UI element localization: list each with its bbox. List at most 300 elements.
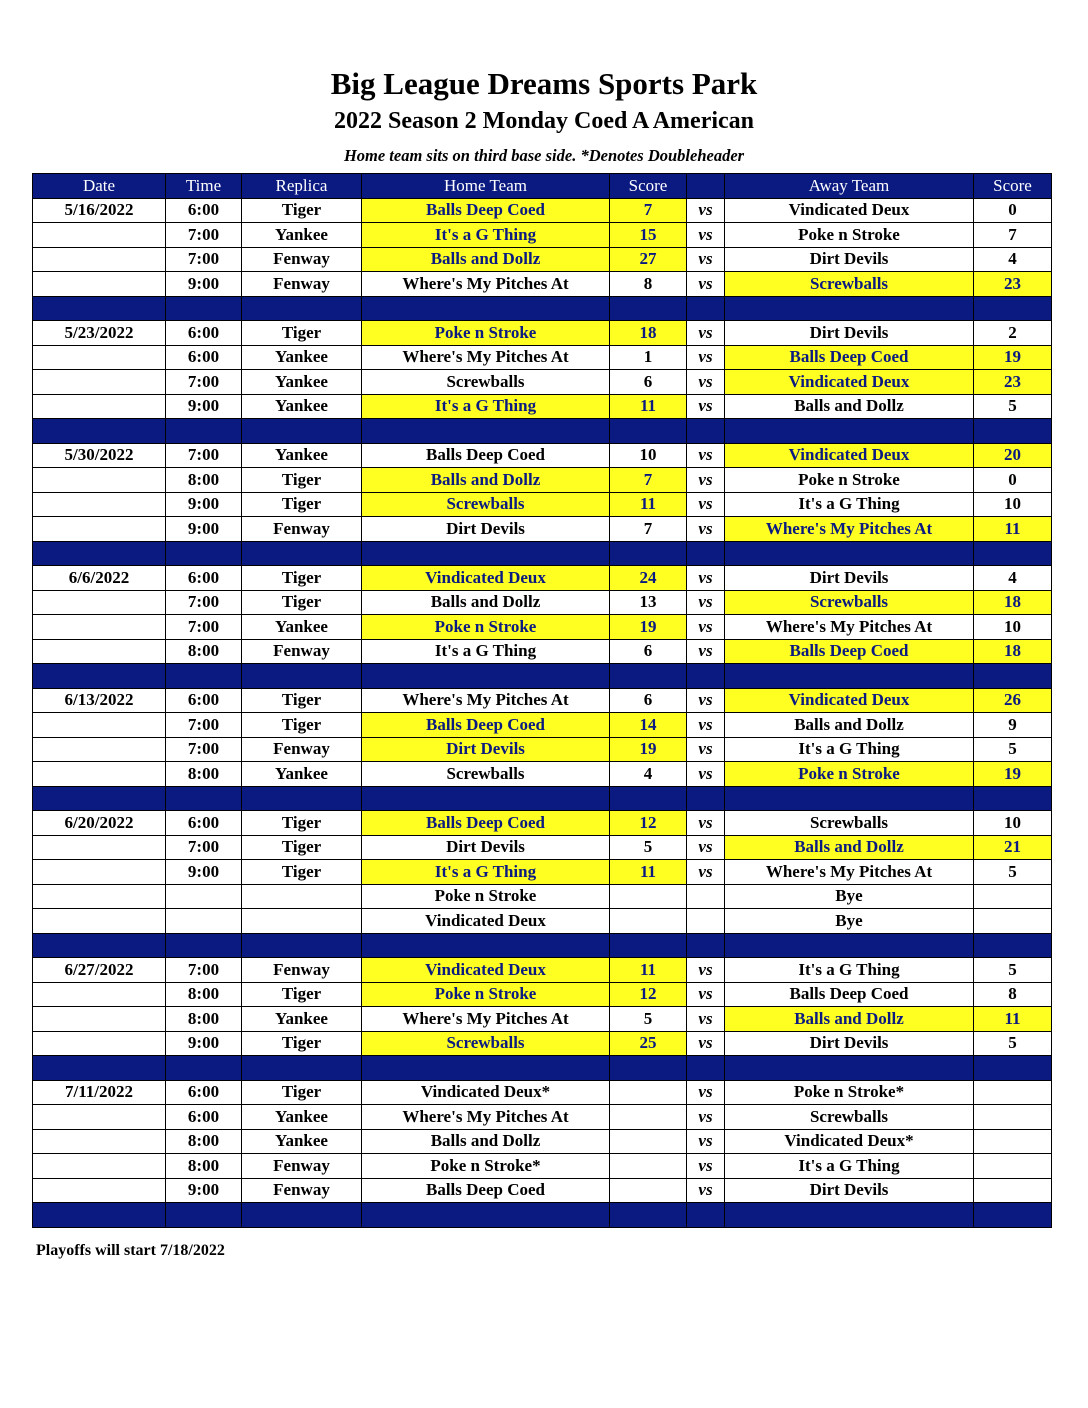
col-time: Time	[166, 174, 242, 199]
separator-cell	[166, 1056, 242, 1081]
date-cell	[33, 1154, 166, 1179]
away-score-cell: 23	[974, 272, 1052, 297]
home-score-cell: 13	[610, 590, 687, 615]
separator-cell	[610, 419, 687, 444]
separator-cell	[362, 933, 610, 958]
vs-cell: vs	[687, 370, 725, 395]
separator-cell	[725, 786, 974, 811]
home-score-cell: 6	[610, 639, 687, 664]
date-cell: 6/27/2022	[33, 958, 166, 983]
away-team-cell: Dirt Devils	[725, 321, 974, 346]
home-score-cell	[610, 1129, 687, 1154]
separator-cell	[687, 933, 725, 958]
separator-cell	[610, 786, 687, 811]
home-team-cell: Poke n Stroke	[362, 982, 610, 1007]
separator-cell	[362, 1203, 610, 1228]
away-team-cell: Where's My Pitches At	[725, 615, 974, 640]
table-row	[33, 1007, 1052, 1032]
home-team-cell: Balls Deep Coed	[362, 443, 610, 468]
time-cell: 9:00	[166, 1031, 242, 1056]
schedule-body	[33, 198, 1052, 1227]
separator-cell	[166, 786, 242, 811]
vs-cell	[687, 909, 725, 934]
separator-cell	[974, 933, 1052, 958]
date-cell	[33, 1007, 166, 1032]
table-row	[33, 909, 1052, 934]
home-team-cell: It's a G Thing	[362, 394, 610, 419]
separator-cell	[33, 1203, 166, 1228]
away-team-cell: Balls and Dollz	[725, 713, 974, 738]
time-cell: 8:00	[166, 639, 242, 664]
home-score-cell: 27	[610, 247, 687, 272]
time-cell: 8:00	[166, 468, 242, 493]
away-score-cell	[974, 1129, 1052, 1154]
home-score-cell: 7	[610, 468, 687, 493]
away-team-cell: Poke n Stroke*	[725, 1080, 974, 1105]
table-row	[33, 468, 1052, 493]
field-cell: Fenway	[242, 272, 362, 297]
vs-cell: vs	[687, 615, 725, 640]
home-team-cell: Where's My Pitches At	[362, 1105, 610, 1130]
table-row	[33, 223, 1052, 248]
away-score-cell	[974, 1178, 1052, 1203]
table-row	[33, 370, 1052, 395]
col-vs	[687, 174, 725, 199]
time-cell: 6:00	[166, 198, 242, 223]
home-score-cell: 11	[610, 394, 687, 419]
table-row	[33, 1031, 1052, 1056]
separator-cell	[974, 786, 1052, 811]
vs-cell: vs	[687, 345, 725, 370]
field-cell: Tiger	[242, 860, 362, 885]
separator-cell	[725, 296, 974, 321]
vs-cell: vs	[687, 1007, 725, 1032]
home-score-cell: 18	[610, 321, 687, 346]
schedule-note: Home team sits on third base side. *Denotes Doubleheader	[343, 146, 745, 165]
col-away-team: Away Team	[725, 174, 974, 199]
home-team-cell: It's a G Thing	[362, 639, 610, 664]
separator-cell	[974, 419, 1052, 444]
time-cell: 8:00	[166, 762, 242, 787]
away-score-cell: 9	[974, 713, 1052, 738]
date-cell	[33, 1105, 166, 1130]
separator-cell	[610, 296, 687, 321]
field-cell: Yankee	[242, 615, 362, 640]
week-separator-row	[33, 296, 1052, 321]
separator-cell	[242, 541, 362, 566]
home-score-cell	[610, 1154, 687, 1179]
separator-cell	[242, 664, 362, 689]
table-row	[33, 958, 1052, 983]
away-team-cell: Balls Deep Coed	[725, 345, 974, 370]
time-cell: 7:00	[166, 443, 242, 468]
field-cell: Fenway	[242, 1178, 362, 1203]
separator-cell	[242, 1203, 362, 1228]
time-cell: 6:00	[166, 1105, 242, 1130]
vs-cell: vs	[687, 1178, 725, 1203]
away-team-cell: Dirt Devils	[725, 566, 974, 591]
field-cell: Yankee	[242, 1007, 362, 1032]
away-team-cell: Vindicated Deux	[725, 443, 974, 468]
field-cell: Fenway	[242, 1154, 362, 1179]
week-separator-row	[33, 664, 1052, 689]
home-score-cell: 14	[610, 713, 687, 738]
table-row	[33, 1080, 1052, 1105]
away-team-cell: Screwballs	[725, 1105, 974, 1130]
time-cell: 6:00	[166, 566, 242, 591]
separator-cell	[610, 664, 687, 689]
table-row	[33, 272, 1052, 297]
home-team-cell: Dirt Devils	[362, 737, 610, 762]
date-cell	[33, 1129, 166, 1154]
date-cell	[33, 394, 166, 419]
away-score-cell: 23	[974, 370, 1052, 395]
time-cell: 7:00	[166, 958, 242, 983]
separator-cell	[242, 786, 362, 811]
home-team-cell: It's a G Thing	[362, 860, 610, 885]
table-row	[33, 982, 1052, 1007]
home-team-cell: It's a G Thing	[362, 223, 610, 248]
field-cell: Fenway	[242, 639, 362, 664]
separator-cell	[687, 541, 725, 566]
vs-cell: vs	[687, 468, 725, 493]
date-cell	[33, 1031, 166, 1056]
home-score-cell	[610, 909, 687, 934]
home-score-cell: 11	[610, 492, 687, 517]
field-cell: Tiger	[242, 688, 362, 713]
home-score-cell: 5	[610, 835, 687, 860]
date-cell	[33, 737, 166, 762]
separator-cell	[725, 664, 974, 689]
separator-cell	[610, 1203, 687, 1228]
away-score-cell	[974, 909, 1052, 934]
home-score-cell: 19	[610, 615, 687, 640]
time-cell: 6:00	[166, 688, 242, 713]
away-team-cell: Poke n Stroke	[725, 468, 974, 493]
table-row	[33, 884, 1052, 909]
field-cell: Tiger	[242, 492, 362, 517]
home-score-cell	[610, 884, 687, 909]
vs-cell: vs	[687, 762, 725, 787]
home-score-cell: 25	[610, 1031, 687, 1056]
time-cell: 6:00	[166, 811, 242, 836]
date-cell: 6/13/2022	[33, 688, 166, 713]
separator-cell	[33, 664, 166, 689]
date-cell: 5/23/2022	[33, 321, 166, 346]
table-row	[33, 615, 1052, 640]
home-team-cell: Poke n Stroke*	[362, 1154, 610, 1179]
separator-cell	[974, 664, 1052, 689]
table-row	[33, 860, 1052, 885]
vs-cell: vs	[687, 713, 725, 738]
separator-cell	[610, 1056, 687, 1081]
separator-cell	[687, 664, 725, 689]
vs-cell: vs	[687, 247, 725, 272]
separator-cell	[33, 419, 166, 444]
home-score-cell: 11	[610, 860, 687, 885]
home-score-cell: 8	[610, 272, 687, 297]
home-score-cell	[610, 1080, 687, 1105]
time-cell	[166, 909, 242, 934]
field-cell: Fenway	[242, 958, 362, 983]
away-team-cell: Screwballs	[725, 272, 974, 297]
time-cell: 7:00	[166, 713, 242, 738]
home-team-cell: Screwballs	[362, 1031, 610, 1056]
vs-cell: vs	[687, 860, 725, 885]
away-team-cell: Vindicated Deux	[725, 688, 974, 713]
away-score-cell: 10	[974, 492, 1052, 517]
vs-cell: vs	[687, 492, 725, 517]
away-team-cell: Vindicated Deux	[725, 198, 974, 223]
vs-cell: vs	[687, 958, 725, 983]
vs-cell: vs	[687, 223, 725, 248]
home-score-cell: 11	[610, 958, 687, 983]
separator-cell	[725, 419, 974, 444]
time-cell: 9:00	[166, 1178, 242, 1203]
home-score-cell: 10	[610, 443, 687, 468]
away-team-cell: Screwballs	[725, 811, 974, 836]
vs-cell: vs	[687, 1080, 725, 1105]
away-score-cell: 8	[974, 982, 1052, 1007]
page-subtitle: 2022 Season 2 Monday Coed A American	[333, 108, 755, 134]
vs-cell: vs	[687, 1031, 725, 1056]
field-cell	[242, 909, 362, 934]
home-team-cell: Vindicated Deux	[362, 566, 610, 591]
home-score-cell	[610, 1105, 687, 1130]
vs-cell: vs	[687, 198, 725, 223]
home-score-cell: 4	[610, 762, 687, 787]
date-cell	[33, 247, 166, 272]
date-cell	[33, 517, 166, 542]
home-team-cell: Where's My Pitches At	[362, 272, 610, 297]
home-score-cell: 7	[610, 517, 687, 542]
time-cell: 8:00	[166, 1129, 242, 1154]
time-cell	[166, 884, 242, 909]
week-separator-row	[33, 933, 1052, 958]
away-score-cell	[974, 884, 1052, 909]
field-cell: Yankee	[242, 345, 362, 370]
table-row	[33, 443, 1052, 468]
separator-cell	[687, 1056, 725, 1081]
away-score-cell: 7	[974, 223, 1052, 248]
table-row	[33, 321, 1052, 346]
table-row	[33, 1178, 1052, 1203]
away-team-cell: Poke n Stroke	[725, 223, 974, 248]
separator-cell	[725, 1056, 974, 1081]
away-score-cell	[974, 1080, 1052, 1105]
separator-cell	[362, 419, 610, 444]
away-team-cell: Screwballs	[725, 590, 974, 615]
date-cell: 6/6/2022	[33, 566, 166, 591]
separator-cell	[610, 541, 687, 566]
date-cell	[33, 223, 166, 248]
time-cell: 7:00	[166, 737, 242, 762]
separator-cell	[362, 296, 610, 321]
field-cell: Yankee	[242, 1129, 362, 1154]
field-cell: Yankee	[242, 1105, 362, 1130]
date-cell	[33, 884, 166, 909]
date-cell	[33, 909, 166, 934]
home-team-cell: Balls Deep Coed	[362, 713, 610, 738]
away-score-cell: 2	[974, 321, 1052, 346]
away-score-cell: 5	[974, 860, 1052, 885]
time-cell: 7:00	[166, 223, 242, 248]
home-team-cell: Screwballs	[362, 762, 610, 787]
field-cell: Tiger	[242, 198, 362, 223]
away-team-cell: Dirt Devils	[725, 247, 974, 272]
away-score-cell	[974, 1154, 1052, 1179]
vs-cell: vs	[687, 982, 725, 1007]
home-team-cell: Screwballs	[362, 370, 610, 395]
separator-cell	[166, 664, 242, 689]
time-cell: 8:00	[166, 1154, 242, 1179]
time-cell: 8:00	[166, 1007, 242, 1032]
home-team-cell: Vindicated Deux	[362, 958, 610, 983]
home-team-cell: Poke n Stroke	[362, 884, 610, 909]
separator-cell	[725, 541, 974, 566]
date-cell	[33, 762, 166, 787]
home-team-cell: Dirt Devils	[362, 517, 610, 542]
table-row	[33, 198, 1052, 223]
home-score-cell: 7	[610, 198, 687, 223]
home-score-cell: 12	[610, 982, 687, 1007]
away-score-cell: 26	[974, 688, 1052, 713]
away-team-cell: Balls and Dollz	[725, 1007, 974, 1032]
date-cell	[33, 713, 166, 738]
vs-cell: vs	[687, 272, 725, 297]
away-team-cell: Where's My Pitches At	[725, 517, 974, 542]
away-score-cell: 11	[974, 517, 1052, 542]
field-cell	[242, 884, 362, 909]
separator-cell	[974, 1056, 1052, 1081]
date-cell	[33, 982, 166, 1007]
field-cell: Yankee	[242, 394, 362, 419]
home-team-cell: Poke n Stroke	[362, 321, 610, 346]
away-team-cell: Bye	[725, 884, 974, 909]
vs-cell	[687, 884, 725, 909]
away-team-cell: Balls Deep Coed	[725, 639, 974, 664]
away-score-cell: 18	[974, 590, 1052, 615]
vs-cell: vs	[687, 835, 725, 860]
home-score-cell: 24	[610, 566, 687, 591]
home-score-cell: 5	[610, 1007, 687, 1032]
date-cell	[33, 615, 166, 640]
away-team-cell: Vindicated Deux*	[725, 1129, 974, 1154]
separator-cell	[33, 933, 166, 958]
time-cell: 7:00	[166, 835, 242, 860]
table-row	[33, 492, 1052, 517]
away-score-cell: 5	[974, 1031, 1052, 1056]
home-team-cell: Poke n Stroke	[362, 615, 610, 640]
away-score-cell: 20	[974, 443, 1052, 468]
separator-cell	[362, 541, 610, 566]
table-row	[33, 345, 1052, 370]
away-team-cell: Bye	[725, 909, 974, 934]
away-team-cell: It's a G Thing	[725, 958, 974, 983]
vs-cell: vs	[687, 639, 725, 664]
date-cell	[33, 492, 166, 517]
table-row	[33, 835, 1052, 860]
field-cell: Fenway	[242, 247, 362, 272]
away-score-cell: 0	[974, 468, 1052, 493]
field-cell: Yankee	[242, 223, 362, 248]
away-team-cell: It's a G Thing	[725, 1154, 974, 1179]
away-team-cell: Dirt Devils	[725, 1178, 974, 1203]
vs-cell: vs	[687, 1129, 725, 1154]
separator-cell	[974, 1203, 1052, 1228]
home-team-cell: Where's My Pitches At	[362, 345, 610, 370]
table-row	[33, 811, 1052, 836]
away-team-cell: Dirt Devils	[725, 1031, 974, 1056]
separator-cell	[725, 1203, 974, 1228]
week-separator-row	[33, 1203, 1052, 1228]
home-score-cell: 12	[610, 811, 687, 836]
table-row	[33, 1129, 1052, 1154]
separator-cell	[362, 664, 610, 689]
field-cell: Tiger	[242, 468, 362, 493]
time-cell: 9:00	[166, 492, 242, 517]
col-replica: Replica	[242, 174, 362, 199]
away-team-cell: Vindicated Deux	[725, 370, 974, 395]
separator-cell	[687, 786, 725, 811]
separator-cell	[33, 786, 166, 811]
field-cell: Yankee	[242, 762, 362, 787]
away-team-cell: Where's My Pitches At	[725, 860, 974, 885]
away-score-cell	[974, 1105, 1052, 1130]
field-cell: Tiger	[242, 835, 362, 860]
away-team-cell: It's a G Thing	[725, 492, 974, 517]
away-team-cell: It's a G Thing	[725, 737, 974, 762]
separator-cell	[362, 786, 610, 811]
away-team-cell: Poke n Stroke	[725, 762, 974, 787]
time-cell: 9:00	[166, 517, 242, 542]
away-score-cell: 19	[974, 762, 1052, 787]
separator-cell	[166, 419, 242, 444]
separator-cell	[33, 1056, 166, 1081]
separator-cell	[974, 296, 1052, 321]
separator-cell	[610, 933, 687, 958]
time-cell: 7:00	[166, 615, 242, 640]
date-cell	[33, 590, 166, 615]
home-score-cell: 15	[610, 223, 687, 248]
separator-cell	[362, 1056, 610, 1081]
away-team-cell: Balls and Dollz	[725, 835, 974, 860]
table-row	[33, 247, 1052, 272]
page-title: Big League Dreams Sports Park	[330, 66, 758, 101]
home-score-cell: 1	[610, 345, 687, 370]
home-team-cell: Vindicated Deux*	[362, 1080, 610, 1105]
separator-cell	[166, 541, 242, 566]
home-score-cell: 6	[610, 688, 687, 713]
time-cell: 6:00	[166, 321, 242, 346]
vs-cell: vs	[687, 517, 725, 542]
field-cell: Tiger	[242, 713, 362, 738]
vs-cell: vs	[687, 443, 725, 468]
schedule-table	[32, 173, 1052, 1228]
time-cell: 6:00	[166, 345, 242, 370]
playoffs-note: Playoffs will start 7/18/2022	[36, 1242, 225, 1259]
away-score-cell: 19	[974, 345, 1052, 370]
field-cell: Fenway	[242, 737, 362, 762]
away-score-cell: 10	[974, 811, 1052, 836]
away-team-cell: Balls Deep Coed	[725, 982, 974, 1007]
time-cell: 7:00	[166, 247, 242, 272]
time-cell: 6:00	[166, 1080, 242, 1105]
date-cell	[33, 272, 166, 297]
date-cell	[33, 1178, 166, 1203]
home-team-cell: Where's My Pitches At	[362, 688, 610, 713]
table-row	[33, 517, 1052, 542]
